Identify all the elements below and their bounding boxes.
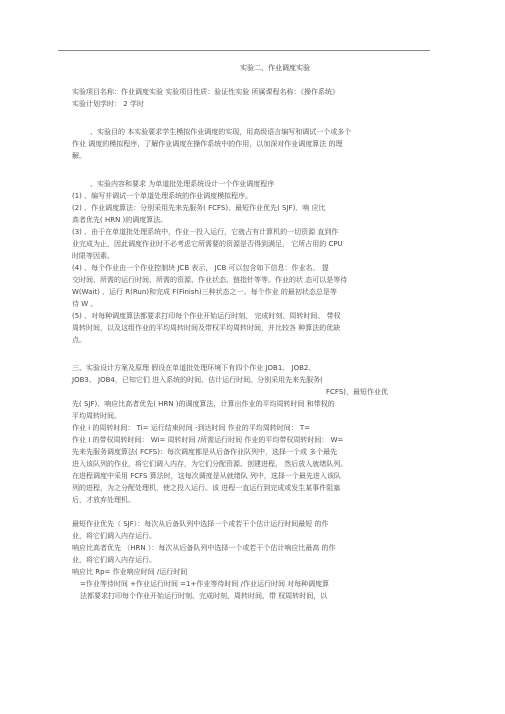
text-line: 、实验目的 本实验要求学生模拟作业调度的实现，用高级语言编写和调试一个或多个 [90, 128, 352, 136]
text-line: 业完成为止，因此调度作业时不必考虑它所需要的资源是否得到满足， 它所占用的 CPU [72, 240, 343, 248]
text-line: 时限等因素。 [72, 252, 114, 260]
text-line: 交时间、所需的运行时间、所需的资源、作业状态、链指针等等。作业的状 态可以是等待 [72, 276, 348, 284]
text-line: 先( SJF)、响应比高者优先( HRN )的调度算法，计算出作业的平均周转时间 和带权的 [72, 400, 335, 408]
text-line: 在进程调度中采用 FCFS 算法时，这每次调度是从就绪队 列中，选择一个最先进入该队 [72, 472, 341, 480]
text-line: 高者优先( HRN )的调度算法。 [72, 216, 168, 224]
text-line: W(Wait) 、运行 R(Run)和完成 F(Finish)三种状态之一。每个作业 的最初状态总是等 [72, 288, 337, 296]
text-line: 作业 I 的带权周转时间： Wi= 周转时间 /所需运行时间 作业的平均带权周转时间： W= [72, 436, 344, 444]
header-rule [58, 50, 430, 51]
text-line: =作业等待时间 +作业运行时间 =1+作业等待时间 /作业运行时间 对每种调度算 [80, 580, 330, 588]
text-line: 后，才放弃处理机。 [72, 496, 135, 504]
text-line: (3) 、由于在单道批处理系统中，作业一投入运行，它就占有计算机的一切资源 直到作 [72, 228, 339, 236]
text-line: 解。 [72, 152, 86, 160]
text-line: 作业 调度的模拟程序，了解作业调度在操作系统中的作用，以加深对作业调度算法 的理 [72, 140, 343, 148]
text-line: JOB3、 JOB4，已知它们 进入系统的时间、估计运行时间。分别采用先来先服务( [72, 376, 323, 384]
text-line: 进入该队列的作业，将它们调入内存，为它们分配资源、创建进程， 然后放入就绪队列。 [72, 460, 348, 468]
text-line: 列的进程，为之分配处理机，使之投入运行。该 进程一直运行到完成或发生某事件阻塞 [72, 484, 341, 492]
text-line: FCFS)，最短作业优 [326, 388, 388, 396]
text-line: 业，将它们调入内存运行。 [72, 556, 156, 564]
text-line: 最短作业优先（ SJF）：每次从后备队列中选择一个或若干个估计运行时间最短 的作 [72, 520, 329, 528]
text-line: 周转时间，以及这组作业的平均周转时间及带权平均周转时间，并比较各 种算法的优缺 [72, 324, 341, 332]
text-line: 三、实验设计方案及原理 假设在单道批处理环境下有四个作业 JOB1、 JOB2、 [72, 364, 316, 372]
text-line: (5) 、对每种调度算法都要求打印每个作业开始运行时刻、 完成时刻、周转时间、 带权 [72, 312, 341, 320]
text-line: (2) 、作业调度算法：分别采用先来先服务( FCFS)、最短作业优先( SJF)、响 应比 [72, 204, 326, 212]
text-line: 点。 [72, 336, 86, 344]
text-line: 法都要求打印每个作业开始运行时刻、完成时刻、周转时间、带 权周转时间，以 [80, 592, 328, 600]
text-line: 先来先服务调度算法( FCFS)：每次调度都是从后备作业队列中，选择一个或 多个最先 [72, 448, 338, 456]
text-line: 响应比高者优先 （HRN ）：每次从后备队列中选择一个或若干个估计响应比最高 的作 [72, 544, 336, 552]
document-title: 实验二、作业调度实验 [240, 64, 310, 72]
text-line: (4) 、每个作业由一个作业控制块 JCB 表示， JCB 可以包含如下信息：作业名、 提 [72, 264, 329, 272]
text-line: 作业 i 的周转时间： Ti= 运行结束时间 -到达时间 作业的平均周转时间： T= [72, 424, 311, 432]
text-line: 实验计划学时： 2 学时 [72, 100, 144, 108]
text-line: 平均周转时间。 [72, 412, 121, 420]
text-line: 响应比 Rp= 作业响应时间 /运行时间 [72, 568, 188, 576]
text-line: 、实验内容和要求 为单道批处理系统设计一个作业调度程序 [90, 180, 275, 188]
text-line: 业，将它们调入内存运行。 [72, 532, 156, 540]
text-line: (1) 、编写并调试一个单道处理系统的作业调度模拟程序。 [72, 192, 253, 200]
text-line: 待 W 。 [72, 300, 98, 308]
text-line: 实验项目名称：作业调度实验 实验项目性质：验证性实验 所属课程名称：《操作系统》 [72, 88, 339, 96]
